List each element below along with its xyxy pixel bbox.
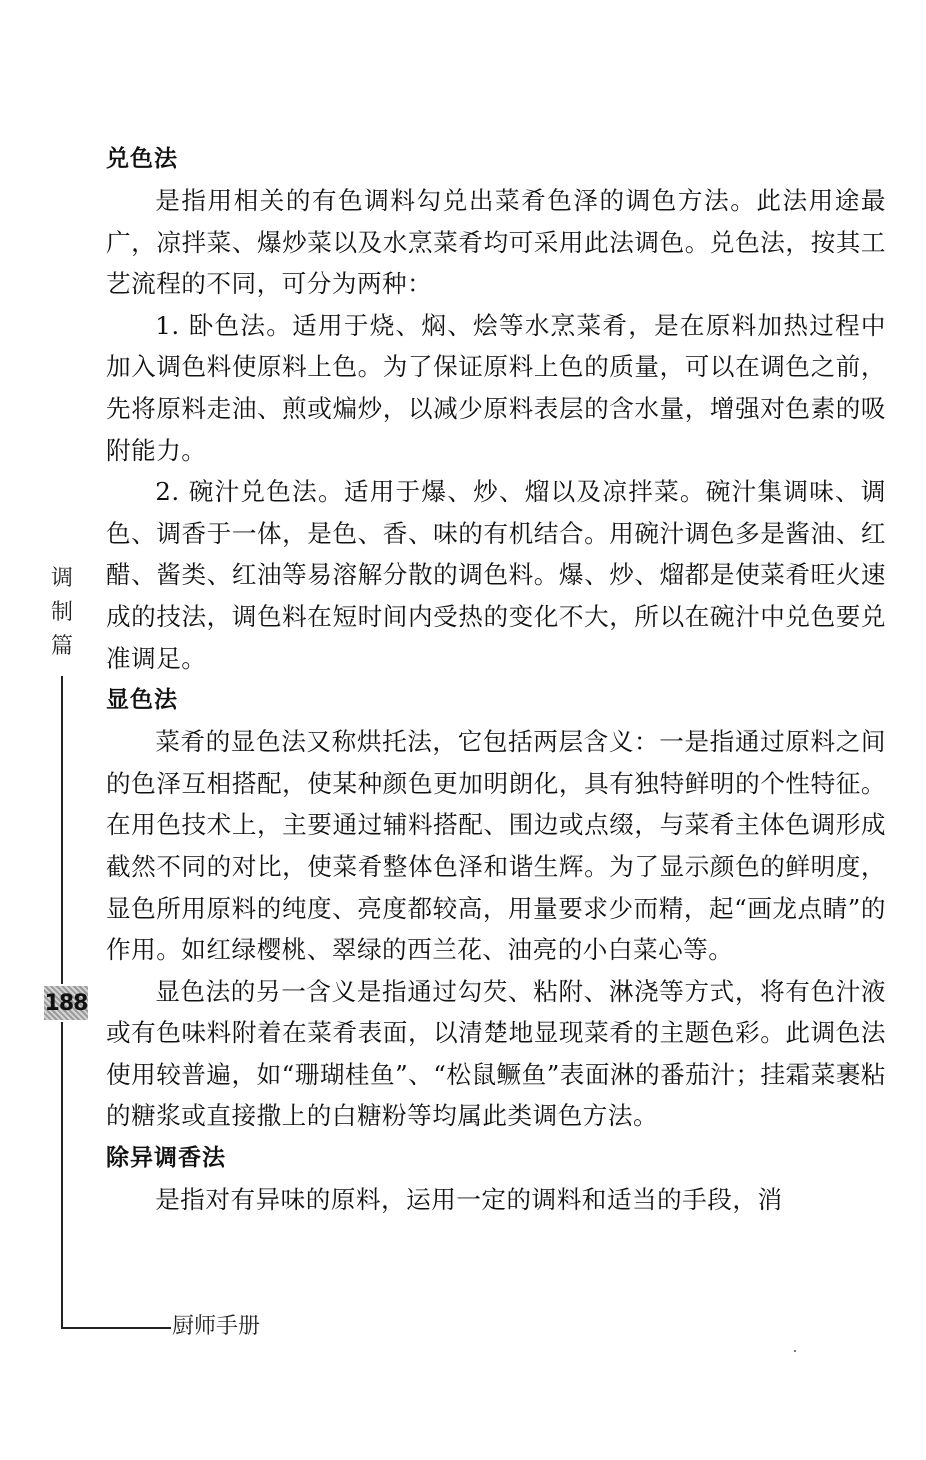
section-label-char: 篇 <box>50 634 73 659</box>
paragraph: 2. 碗汁兑色法。适用于爆、炒、熘以及凉拌菜。碗汁集调味、调色、调香于一体，是色、香、味的有机结合。用碗汁调色多是酱油、红醋、酱类、红油等易溶解分散的调色料。爆、炒、熘都是使菜肴旺火速成的技法，调色料在短时间内受热的变化不大，所以在碗汁中兑色要兑准调足。 <box>106 477 886 673</box>
page-number-badge <box>44 986 88 1020</box>
page-number: 188 <box>44 990 88 1016</box>
section-label-vertical <box>50 562 74 664</box>
paragraph: 显色法的另一含义是指通过勾芡、粘附、淋浇等方式，将有色汁液或有色味料附着在菜肴表面，以清楚地显现菜肴的主题色彩。此调色法使用较普遍，如“珊瑚桂鱼”、“松鼠鳜鱼”表面淋的番茄汁；挂霜菜裹粘的糖浆或直接撒上的白糖粉等均属此类调色方法。 <box>106 976 887 1131</box>
paragraph: 是指对有异味的原料，运用一定的调料和适当的手段，消 <box>155 1185 783 1215</box>
footer-rule <box>61 1327 171 1329</box>
main-text <box>106 138 886 1221</box>
margin-rule <box>61 676 63 984</box>
paragraph: 是指用相关的有色调料勾兑出菜肴色泽的调色方法。此法用途最广，凉拌菜、爆炒菜以及水烹菜肴均可采用此法调色。兑色法，按其工艺流程的不同，可分为两种： <box>106 186 886 299</box>
section-heading-chu-yi-tiao-xiang-fa: 除异调香法 <box>106 1145 226 1172</box>
scan-speck <box>794 1350 796 1352</box>
section-label-char: 调 <box>50 566 73 591</box>
section-heading-dui-se-fa: 兑色法 <box>106 146 178 172</box>
paragraph: 菜肴的显色法又称烘托法，它包括两层含义：一是指通过原料之间的色泽互相搭配，使某种颜色更加明朗化，具有独特鲜明的个性特征。在用色技术上，主要通过辅料搭配、围边或点缀，与菜肴主体色调形成截然不同的对比，使菜肴整体色泽和谐生辉。为了显示颜色的鲜明度，显色所用原料的纯度、亮度都较高，用量要求少而精，起“画龙点睛”的作用。如红绿樱桃、翠绿的西兰花、油亮的小白菜心等。 <box>106 727 886 965</box>
section-label-char: 制 <box>50 600 73 625</box>
paragraph: 1. 卧色法。适用于烧、焖、烩等水烹菜肴，是在原料加热过程中加入调色料使原料上色。为了保证原料上色的质量，可以在调色之前，先将原料走油、煎或煸炒，以减少原料表层的含水量，增强对色素的吸附能力。 <box>106 310 886 465</box>
section-heading-xian-se-fa: 显色法 <box>106 687 178 714</box>
margin-rule <box>61 1022 63 1328</box>
book-title: 厨师手册 <box>172 1314 261 1339</box>
